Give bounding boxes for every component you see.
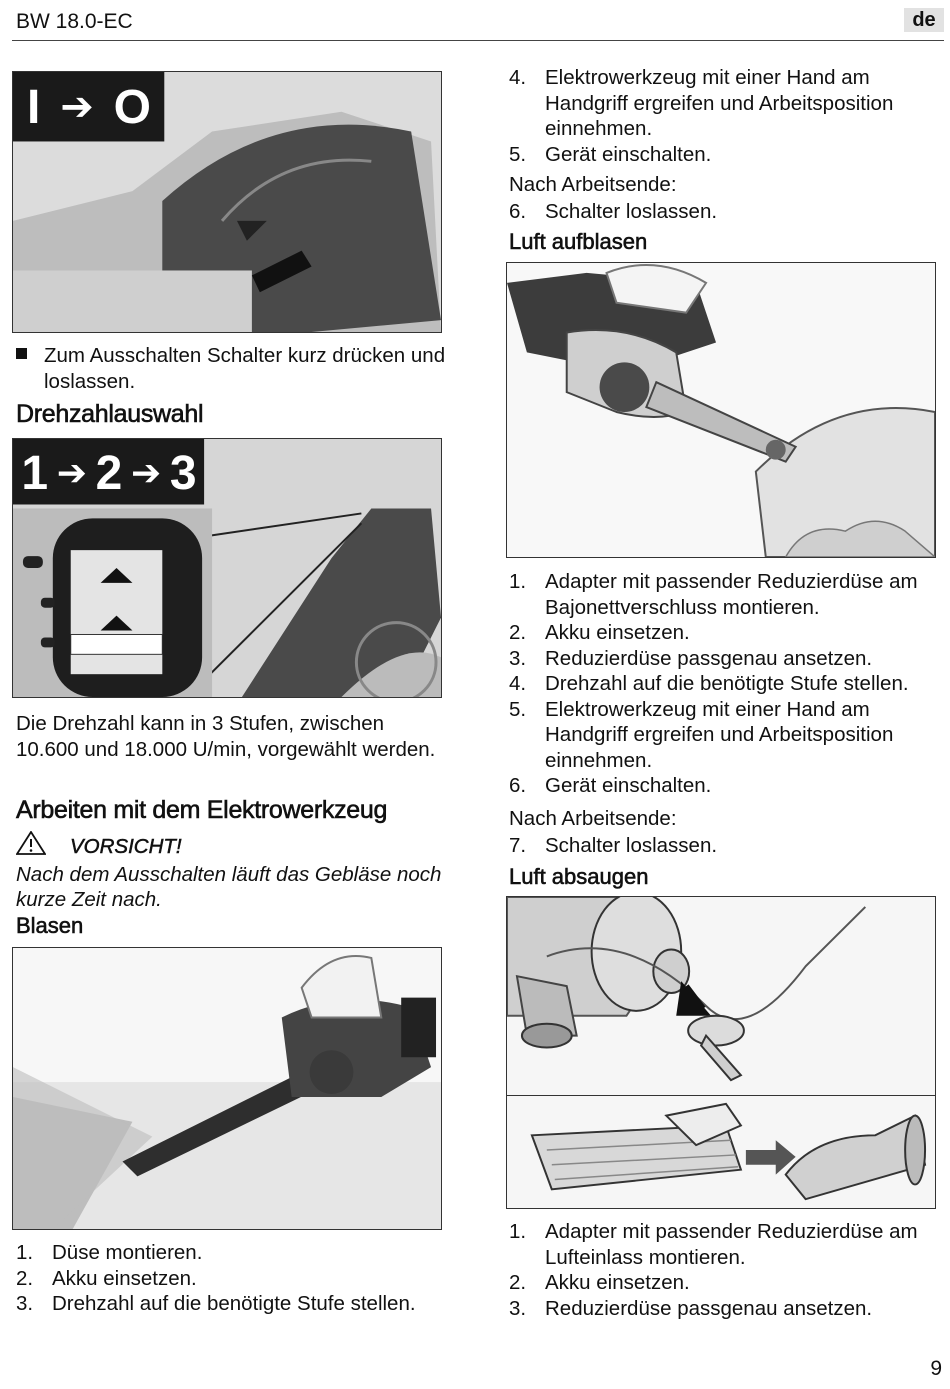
speed-selection-figure — [12, 438, 442, 698]
speed-level-3: 3 — [169, 446, 197, 500]
arrow-right-icon: ➔ — [60, 85, 94, 129]
blowing-figure — [12, 947, 442, 1230]
list-item: 1. Adapter mit passender Reduzierdüse am Lufteinlass montieren. — [509, 1220, 918, 1269]
list-item: 6. Gerät einschalten. — [509, 774, 712, 797]
list-item: 4. Elektrowerkzeug mit einer Hand am Handgriff ergreifen und Arbeitsposition einnehmen. — [509, 66, 894, 140]
switch-on-glyph: I — [26, 80, 41, 134]
header-divider — [12, 40, 944, 41]
deflate-heading: Luft absaugen — [509, 864, 649, 889]
speed-level-2: 2 — [95, 446, 123, 500]
working-heading: Arbeiten mit dem Elektrowerkzeug — [16, 796, 388, 824]
caution-block — [16, 831, 456, 913]
arrow-right-icon: ➔ — [131, 452, 162, 493]
speed-description: Die Drehzahl kann in 3 Stufen, zwischen 10.600 und 18.000 U/min, vorgewählt werden. — [16, 712, 436, 761]
list-item: 2. Akku einsetzen. — [509, 621, 690, 644]
list-item: 2. Akku einsetzen. — [509, 1271, 690, 1294]
inflate-figure — [506, 262, 936, 558]
deflate-adapter-figure — [506, 896, 936, 1096]
list-item: 5. Gerät einschalten. — [509, 142, 712, 166]
deflate-steps-list — [509, 1219, 939, 1321]
blowing-steps-continued — [509, 65, 939, 167]
switch-off-figure — [12, 71, 442, 333]
switch-off-symbol — [17, 78, 161, 136]
list-item: 3. Reduzierdüse passgenau ansetzen. — [509, 646, 873, 670]
after-work-label: Nach Arbeitsende: — [509, 173, 677, 196]
list-item: 4. Drehzahl auf die benötigte Stufe stellen. — [509, 672, 909, 695]
speed-selection-heading: Drehzahlauswahl — [16, 400, 204, 428]
document-title: BW 18.0-EC — [16, 10, 133, 33]
list-item: 1. Düse montieren. — [16, 1241, 203, 1264]
arrow-right-icon: ➔ — [56, 452, 87, 493]
list-item: 2. Akku einsetzen. — [16, 1266, 197, 1290]
inflate-end-steps — [509, 833, 939, 859]
blowing-steps-list — [16, 1240, 456, 1317]
switch-off-glyph: O — [113, 80, 151, 134]
page-number: 9 — [930, 1357, 942, 1380]
after-work-label: Nach Arbeitsende: — [509, 807, 677, 830]
caution-label: VORSICHT! — [70, 835, 182, 858]
speed-levels-symbol — [17, 445, 201, 501]
list-item: 3. Drehzahl auf die benötigte Stufe stellen. — [16, 1292, 416, 1315]
deflate-mattress-figure — [506, 1095, 936, 1209]
list-item: 7. Schalter loslassen. — [509, 834, 718, 857]
speed-level-1: 1 — [21, 446, 49, 500]
blowing-end-steps — [509, 199, 939, 225]
list-item: 6. Schalter loslassen. — [509, 200, 718, 223]
caution-text: Nach dem Ausschalten läuft das Gebläse noch kurze Zeit nach. — [16, 862, 442, 911]
inflate-steps-list — [509, 569, 949, 799]
language-badge: de — [904, 8, 944, 32]
blowing-heading: Blasen — [16, 913, 84, 938]
list-item: 1. Adapter mit passender Reduzierdüse am Bajonettverschluss montieren. — [509, 570, 918, 619]
list-item: 5. Elektrowerkzeug mit einer Hand am Handgriff ergreifen und Arbeitsposition einnehmen. — [509, 697, 894, 772]
inflate-heading: Luft aufblasen — [509, 229, 648, 254]
warning-triangle-icon — [16, 831, 52, 862]
list-item: 3. Reduzierdüse passgenau ansetzen. — [509, 1296, 873, 1320]
square-bullet-icon — [16, 348, 27, 359]
switch-off-instruction: Zum Ausschalten Schalter kurz drücken und loslassen. — [16, 343, 484, 394]
